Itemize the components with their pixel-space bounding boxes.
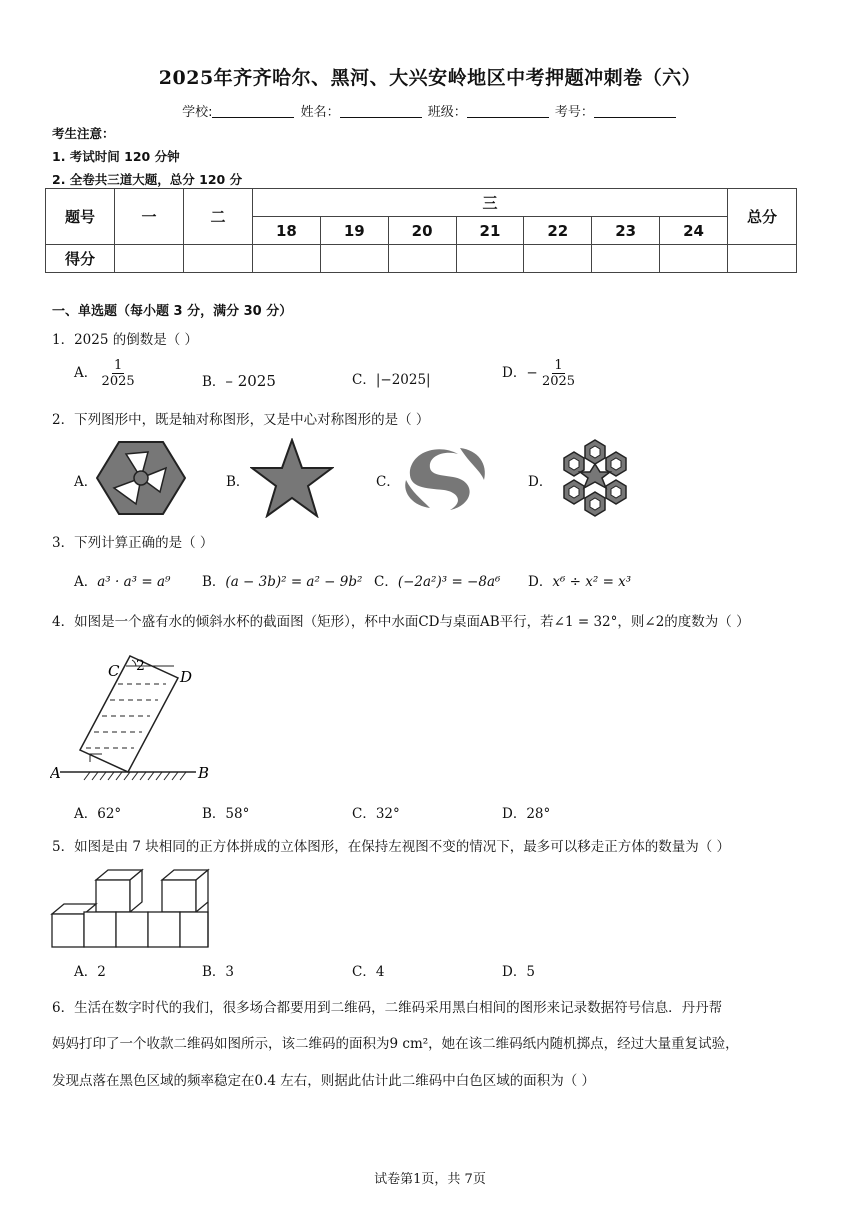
page-footer: 试卷第1页，共 7页 — [374, 1172, 486, 1187]
sub-cell: 22 — [524, 217, 592, 245]
q2-option-c-label[interactable]: C． — [376, 474, 400, 490]
score-table — [45, 188, 797, 273]
q5-option-b[interactable]: B．3 — [202, 964, 235, 980]
q6-line-2: 妈妈打印了一个收款二维码如图所示，该二维码的面积为9 cm²，她在该二维码纸内随机掷点，经过大量重复试验， — [52, 1036, 739, 1052]
name-label: 姓名： — [300, 105, 340, 120]
number-blank[interactable] — [594, 104, 676, 118]
class-label: 班级： — [427, 105, 467, 120]
q5-option-d[interactable]: D．5 — [502, 964, 535, 980]
score-input-cell[interactable] — [253, 245, 321, 273]
score-input-cell[interactable] — [660, 245, 728, 273]
part3-cell: 三 — [253, 189, 728, 217]
score-label-cell: 得分 — [46, 245, 115, 273]
q3-option-a[interactable]: A．a³ · a³ = a⁹ — [74, 574, 171, 590]
q5-stem: 5．如图是由 7 块相同的正方体拼成的立体图形，在保持左视图不变的情况下，最多可以移走正方体的数量为（ ） — [52, 839, 731, 855]
score-input-cell[interactable] — [388, 245, 456, 273]
q4-label-angle-2: 2 — [136, 658, 145, 674]
q3-option-b[interactable]: B．(a − 3b)² = a² − 9b² — [202, 574, 363, 590]
q1-option-a[interactable]: A． $\frac{1}{2025}$ — [74, 358, 135, 389]
q1-option-c[interactable]: C．|−2025| — [352, 372, 431, 388]
q5-figure-cubes — [50, 862, 210, 952]
name-blank[interactable] — [340, 104, 422, 118]
school-label: 学校: — [182, 105, 213, 120]
q2-stem: 2．下列图形中，既是轴对称图形，又是中心对称图形的是（ ） — [52, 412, 430, 428]
sub-cell: 18 — [253, 217, 321, 245]
score-input-cell[interactable] — [524, 245, 592, 273]
number-label: 考号： — [554, 105, 594, 120]
part1-cell: 一 — [115, 189, 184, 245]
sub-cell: 20 — [388, 217, 456, 245]
q4-option-a[interactable]: A．62° — [74, 806, 122, 822]
sub-cell: 21 — [456, 217, 524, 245]
q4-option-d[interactable]: D．28° — [502, 806, 551, 822]
q2-figure-b-star — [250, 438, 334, 518]
q3-option-d[interactable]: D．x⁶ ÷ x² = x³ — [528, 574, 632, 590]
notice-heading: 考生注意： — [52, 126, 115, 141]
notice-item-1: 1. 考试时间 120 分钟 — [52, 149, 180, 164]
sub-cell: 23 — [592, 217, 660, 245]
q2-figure-d-hexagons-star — [552, 438, 638, 518]
q6-line-1: 6．生活在数字时代的我们，很多场合都要用到二维码，二维码采用黑白相间的图形来记录数据符号信息．丹丹帮 — [52, 1000, 723, 1016]
q3-option-c[interactable]: C．(−2a²)³ = −8a⁶ — [374, 574, 501, 590]
student-info-fields — [0, 101, 860, 120]
q2-figure-a-hexagon-pinwheel — [96, 440, 186, 516]
q4-figure-tilted-cup — [50, 650, 220, 782]
q4-stem: 4．如图是一个盛有水的倾斜水杯的截面图（矩形），杯中水面CD与桌面AB平行，若∠1 = 32°，则∠2的度数为（ ） — [52, 614, 750, 630]
q4-label-d: D — [180, 668, 193, 686]
score-input-cell[interactable] — [115, 245, 184, 273]
q4-option-c[interactable]: C．32° — [352, 806, 400, 822]
sub-cell: 24 — [660, 217, 728, 245]
q2-option-b-label[interactable]: B． — [226, 474, 250, 490]
q1-option-b[interactable]: B．– 2025 — [202, 372, 276, 390]
q4-option-b[interactable]: B．58° — [202, 806, 250, 822]
q5-option-c[interactable]: C．4 — [352, 964, 385, 980]
section-heading: 一、单选题（每小题 3 分，满分 30 分） — [52, 304, 293, 319]
score-input-cell[interactable] — [320, 245, 388, 273]
q6-line-3: 发现点落在黑色区域的频率稳定在0.4 左右，则据此估计此二维码中白色区域的面积为（ ） — [52, 1073, 596, 1089]
q4-label-a: A — [50, 764, 61, 782]
q2-option-d-label[interactable]: D． — [528, 474, 553, 490]
q3-stem: 3．下列计算正确的是（ ） — [52, 535, 214, 551]
q1-option-d[interactable]: D．− $\frac{1}{2025}$ — [502, 358, 576, 389]
q5-option-a[interactable]: A．2 — [74, 964, 106, 980]
part2-cell: 二 — [184, 189, 253, 245]
notice-item-2: 2. 全卷共三道大题，总分 120 分 — [52, 172, 243, 187]
class-blank[interactable] — [467, 104, 549, 118]
row-label-cell: 题号 — [46, 189, 115, 245]
q4-label-b: B — [198, 764, 210, 782]
q4-label-c: C — [108, 662, 120, 680]
score-input-cell[interactable] — [728, 245, 797, 273]
sub-cell: 19 — [320, 217, 388, 245]
total-cell: 总分 — [728, 189, 797, 245]
q2-option-a-label[interactable]: A． — [74, 474, 98, 490]
score-input-cell[interactable] — [184, 245, 253, 273]
exam-title: 2025年齐齐哈尔、黑河、大兴安岭地区中考押题冲刺卷（六） — [158, 67, 702, 89]
school-blank[interactable] — [212, 104, 294, 118]
q1-stem: 1．2025 的倒数是（ ） — [52, 332, 199, 348]
score-input-cell[interactable] — [592, 245, 660, 273]
score-input-cell[interactable] — [456, 245, 524, 273]
q2-figure-c-swirl — [400, 440, 490, 516]
